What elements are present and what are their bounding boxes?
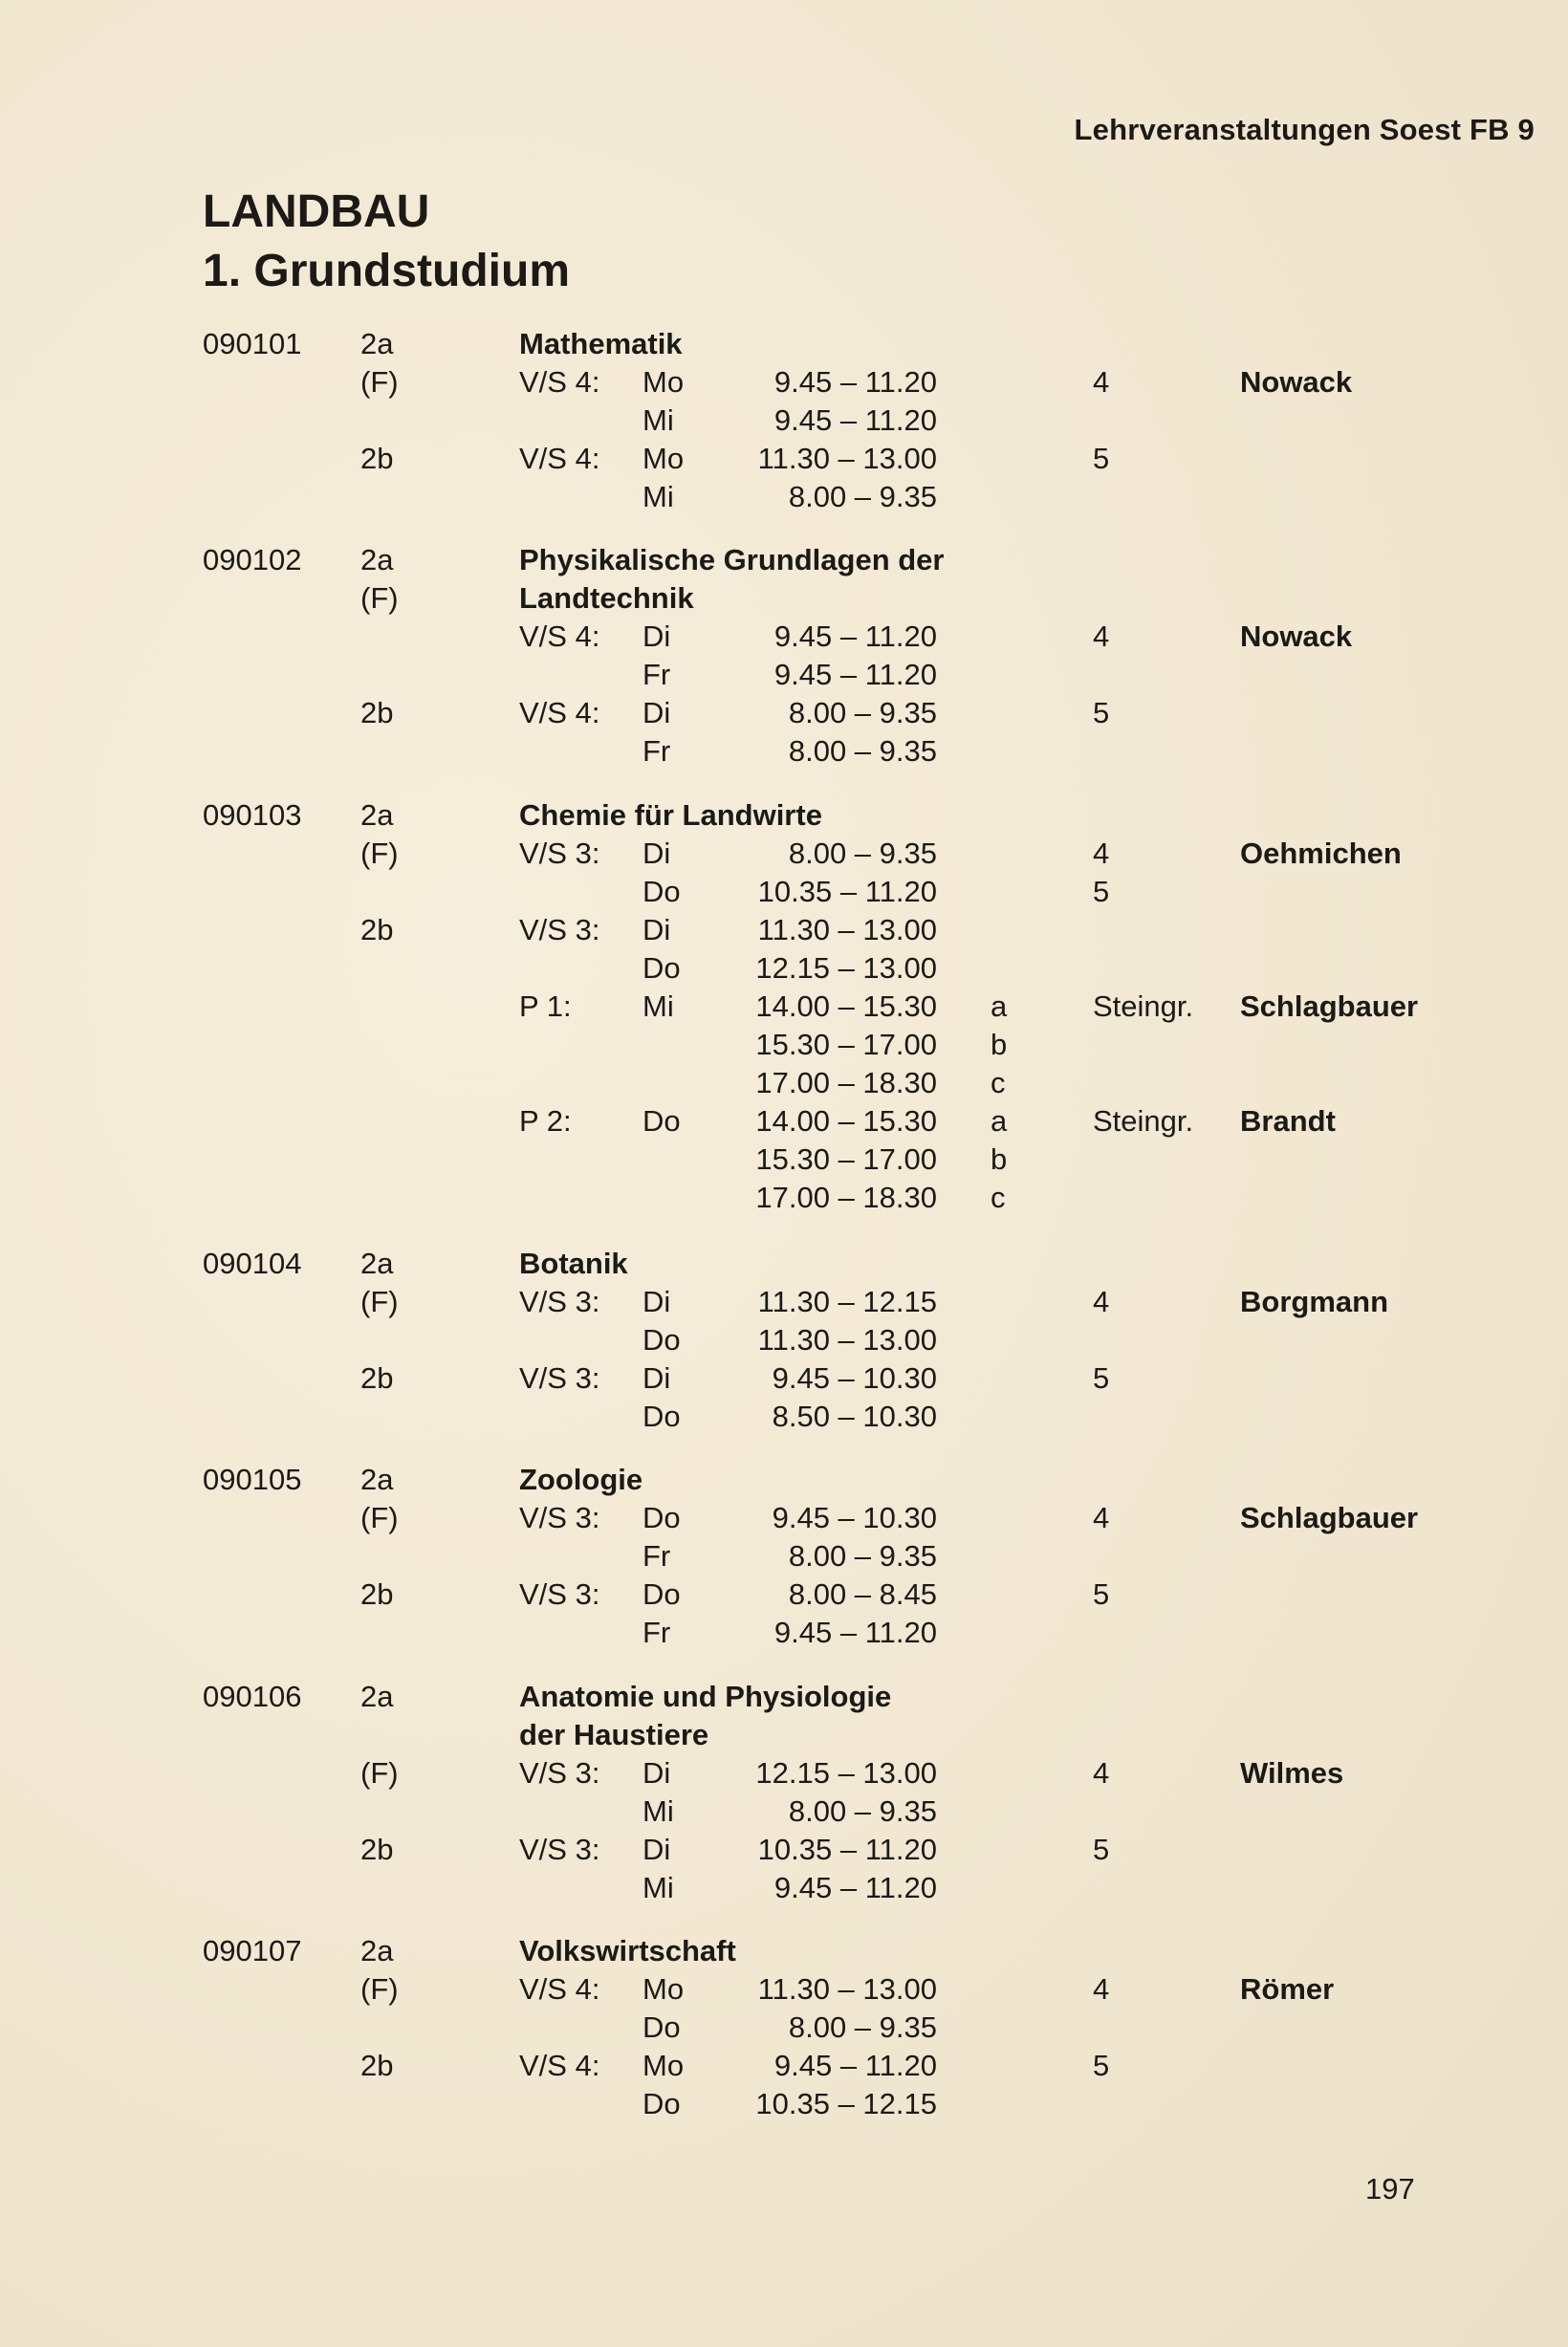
group-label: 2a (360, 1680, 394, 1713)
schedule-row (0, 1932, 1568, 1970)
time-range: 8.00 – 8.45 (788, 1577, 937, 1611)
weekday: Mo (642, 1972, 685, 2006)
course-number: 090102 (203, 543, 302, 576)
schedule-row (0, 949, 1568, 988)
weekday: Do (642, 951, 681, 985)
group-label: 2a (360, 543, 394, 576)
schedule-row (0, 911, 1568, 949)
time-range: 8.00 – 9.35 (788, 837, 937, 870)
weekday: Di (642, 913, 671, 946)
weekday: Mo (642, 442, 685, 475)
schedule-row (0, 988, 1568, 1026)
semester: 4 (1093, 1972, 1110, 2006)
schedule-row (0, 402, 1568, 440)
weekday: Do (642, 875, 681, 908)
group-label: 2a (360, 1247, 394, 1280)
session-type: P 1: (519, 989, 572, 1023)
weekday: Di (642, 1285, 671, 1318)
weekday: Fr (642, 1539, 671, 1573)
weekday: Do (642, 1501, 681, 1534)
session-type: V/S 4: (519, 1972, 600, 2006)
schedule-row (0, 1576, 1568, 1614)
schedule-row (0, 1614, 1568, 1652)
weekday: Do (642, 2087, 681, 2120)
semester: 4 (1093, 1285, 1110, 1318)
time-range: 17.00 – 18.30 (755, 1066, 937, 1099)
running-header: Lehrveranstaltungen Soest FB 9 (1074, 113, 1535, 146)
schedule-row (0, 732, 1568, 771)
schedule-row (0, 835, 1568, 873)
group-label: (F) (360, 1972, 399, 2006)
time-range: 9.45 – 11.20 (773, 658, 937, 691)
weekday: Di (642, 1756, 671, 1790)
course-block (0, 1678, 1568, 1907)
schedule-row (0, 2009, 1568, 2047)
schedule-row (0, 1179, 1568, 1217)
subgroup-letter: b (991, 1142, 1008, 1176)
schedule-row (0, 1678, 1568, 1716)
schedule-row (0, 325, 1568, 363)
weekday: Mi (642, 1794, 674, 1828)
group-label: 2a (360, 1934, 394, 1967)
course-title: Zoologie (519, 1463, 643, 1496)
schedule-row (0, 1754, 1568, 1793)
session-type: V/S 4: (519, 365, 600, 399)
group-label: 2a (360, 798, 394, 832)
schedule-row (0, 1141, 1568, 1179)
weekday: Mi (642, 480, 674, 513)
subgroup-letter: c (991, 1066, 1006, 1099)
time-range: 9.45 – 10.30 (772, 1361, 937, 1395)
session-type: V/S 4: (519, 696, 600, 729)
semester: 4 (1093, 837, 1110, 870)
course-title: Volkswirtschaft (519, 1934, 736, 1967)
time-range: 17.00 – 18.30 (755, 1181, 937, 1214)
session-type: V/S 3: (519, 1361, 600, 1395)
schedule-row (0, 694, 1568, 732)
lecturer-name: Schlagbauer (1240, 1501, 1419, 1534)
time-range: 9.45 – 11.20 (773, 2049, 937, 2082)
course-block (0, 541, 1568, 771)
time-range: 15.30 – 17.00 (755, 1028, 937, 1061)
lecturer-name: Oehmichen (1240, 837, 1402, 870)
session-type: V/S 3: (519, 1285, 600, 1318)
course-title: Physikalische Grundlagen der (519, 543, 945, 576)
semester: 4 (1093, 1756, 1110, 1790)
session-type: V/S 4: (519, 442, 600, 475)
schedule-row (0, 1245, 1568, 1283)
schedule-row (0, 1283, 1568, 1321)
schedule-row (0, 1537, 1568, 1576)
weekday: Do (642, 1104, 681, 1138)
group-label: 2b (360, 442, 394, 475)
schedule-row (0, 579, 1568, 618)
time-range: 9.45 – 11.20 (773, 1871, 937, 1904)
group-label: (F) (360, 1756, 399, 1790)
session-type: V/S 3: (519, 1756, 600, 1790)
subgroup-letter: c (991, 1181, 1006, 1214)
lecturer-name: Nowack (1240, 619, 1353, 653)
schedule-row (0, 2085, 1568, 2123)
weekday: Fr (642, 1616, 671, 1649)
weekday: Di (642, 619, 671, 653)
lecturer-name: Nowack (1240, 365, 1353, 399)
time-range: 8.00 – 9.35 (788, 2010, 937, 2044)
time-range: 8.00 – 9.35 (788, 1539, 937, 1573)
weekday: Fr (642, 734, 671, 768)
schedule-row (0, 1461, 1568, 1499)
time-range: 14.00 – 15.30 (755, 989, 937, 1023)
lecturer-name: Brandt (1240, 1104, 1336, 1138)
course-number: 090106 (203, 1680, 302, 1713)
schedule-row (0, 541, 1568, 579)
subgroup-letter: a (991, 989, 1008, 1023)
course-title: Anatomie und Physiologie (519, 1680, 892, 1713)
semester: 5 (1093, 2049, 1110, 2082)
time-range: 11.30 – 13.00 (757, 1972, 937, 2006)
schedule-row (0, 1970, 1568, 2009)
course-title: Chemie für Landwirte (519, 798, 822, 832)
page-number: 197 (1365, 2172, 1415, 2206)
time-range: 8.00 – 9.35 (788, 480, 937, 513)
semester: 4 (1093, 619, 1110, 653)
group-label: 2b (360, 1833, 394, 1866)
schedule-row (0, 1716, 1568, 1754)
group-label: 2a (360, 327, 394, 360)
time-range: 8.00 – 9.35 (788, 1794, 937, 1828)
weekday: Do (642, 1400, 681, 1433)
course-number: 090101 (203, 327, 302, 360)
course-title: Mathematik (519, 327, 683, 360)
weekday: Fr (642, 658, 671, 691)
semester: 5 (1093, 1577, 1110, 1611)
schedule-row (0, 1398, 1568, 1436)
schedule-row (0, 2047, 1568, 2085)
group-label: 2b (360, 1577, 394, 1611)
course-title: Botanik (519, 1247, 628, 1280)
weekday: Do (642, 1323, 681, 1357)
semester: 4 (1093, 365, 1110, 399)
session-type: P 2: (519, 1104, 572, 1138)
schedule-row (0, 1359, 1568, 1398)
time-range: 11.30 – 13.00 (757, 1323, 937, 1357)
weekday: Do (642, 2010, 681, 2044)
schedule-row (0, 478, 1568, 516)
course-number: 090107 (203, 1934, 302, 1967)
time-range: 9.45 – 10.30 (772, 1501, 937, 1534)
schedule-row (0, 1102, 1568, 1141)
room: Steingr. (1093, 1104, 1194, 1138)
time-range: 10.35 – 12.15 (755, 2087, 937, 2120)
time-range: 11.30 – 12.15 (757, 1285, 937, 1318)
course-number: 090104 (203, 1247, 302, 1280)
schedule-row (0, 1831, 1568, 1869)
weekday: Mi (642, 1871, 674, 1904)
time-range: 8.00 – 9.35 (788, 734, 937, 768)
group-label: (F) (360, 581, 399, 615)
schedule-row (0, 656, 1568, 694)
time-range: 9.45 – 11.20 (773, 619, 937, 653)
weekday: Di (642, 1361, 671, 1395)
session-type: V/S 3: (519, 1833, 600, 1866)
session-type: V/S 3: (519, 1501, 600, 1534)
schedule-row (0, 1499, 1568, 1537)
time-range: 12.15 – 13.00 (755, 1756, 937, 1790)
group-label: 2b (360, 2049, 394, 2082)
session-type: V/S 3: (519, 1577, 600, 1611)
semester: 5 (1093, 442, 1110, 475)
time-range: 8.50 – 10.30 (772, 1400, 937, 1433)
session-type: V/S 4: (519, 2049, 600, 2082)
group-label: 2b (360, 696, 394, 729)
group-label: 2b (360, 913, 394, 946)
weekday: Di (642, 696, 671, 729)
time-range: 10.35 – 11.20 (757, 1833, 937, 1866)
semester: 5 (1093, 1833, 1110, 1866)
schedule-row (0, 873, 1568, 911)
schedule-row (0, 1321, 1568, 1359)
course-block (0, 1245, 1568, 1436)
time-range: 9.45 – 11.20 (773, 1616, 937, 1649)
weekday: Mi (642, 989, 674, 1023)
course-block (0, 1461, 1568, 1652)
subgroup-letter: b (991, 1028, 1008, 1061)
group-label: (F) (360, 365, 399, 399)
weekday: Mi (642, 403, 674, 437)
time-range: 10.35 – 11.20 (757, 875, 937, 908)
subgroup-letter: a (991, 1104, 1008, 1138)
weekday: Di (642, 1833, 671, 1866)
time-range: 9.45 – 11.20 (773, 403, 937, 437)
session-type: V/S 3: (519, 837, 600, 870)
schedule-row (0, 1793, 1568, 1831)
lecturer-name: Römer (1240, 1972, 1335, 2006)
weekday: Mo (642, 2049, 685, 2082)
lecturer-name: Borgmann (1240, 1285, 1388, 1318)
schedule-row (0, 1869, 1568, 1907)
weekday: Do (642, 1577, 681, 1611)
course-number: 090105 (203, 1463, 302, 1496)
group-label: (F) (360, 1285, 399, 1318)
course-block (0, 1932, 1568, 2123)
lecturer-name: Schlagbauer (1240, 989, 1419, 1023)
semester: 5 (1093, 875, 1110, 908)
schedule-row (0, 363, 1568, 402)
time-range: 8.00 – 9.35 (788, 696, 937, 729)
time-range: 14.00 – 15.30 (755, 1104, 937, 1138)
time-range: 11.30 – 13.00 (757, 913, 937, 946)
semester: 5 (1093, 696, 1110, 729)
room: Steingr. (1093, 989, 1194, 1023)
group-label: (F) (360, 1501, 399, 1534)
schedule-row (0, 1026, 1568, 1064)
session-type: V/S 3: (519, 913, 600, 946)
group-label: 2b (360, 1361, 394, 1395)
course-block (0, 796, 1568, 1217)
time-range: 12.15 – 13.00 (755, 951, 937, 985)
lecturer-name: Wilmes (1240, 1756, 1344, 1790)
page-title: LANDBAU (203, 186, 430, 237)
weekday: Mo (642, 365, 685, 399)
time-range: 11.30 – 13.00 (757, 442, 937, 475)
schedule-row (0, 440, 1568, 478)
course-block (0, 325, 1568, 516)
semester: 5 (1093, 1361, 1110, 1395)
group-label: (F) (360, 837, 399, 870)
schedule-row (0, 1064, 1568, 1102)
group-label: 2a (360, 1463, 394, 1496)
schedule-row (0, 618, 1568, 656)
section-title: 1. Grundstudium (203, 246, 570, 296)
course-number: 090103 (203, 798, 302, 832)
schedule-row (0, 796, 1568, 835)
time-range: 9.45 – 11.20 (773, 365, 937, 399)
semester: 4 (1093, 1501, 1110, 1534)
course-title: der Haustiere (519, 1718, 709, 1751)
course-title: Landtechnik (519, 581, 694, 615)
session-type: V/S 4: (519, 619, 600, 653)
time-range: 15.30 – 17.00 (755, 1142, 937, 1176)
weekday: Di (642, 837, 671, 870)
